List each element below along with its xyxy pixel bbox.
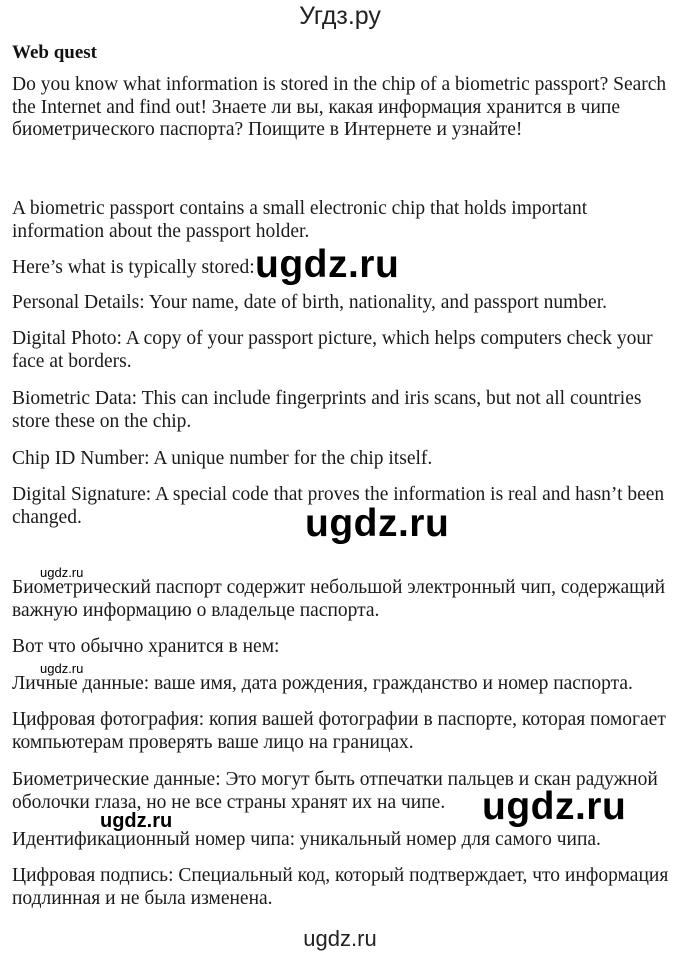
- en-personal-details: Personal Details: Your name, date of birth, nationality, and passport number.: [12, 292, 608, 313]
- ru-stored-heading: Вот что обычно хранится в нем:: [12, 636, 280, 657]
- en-biometric-data: Biometric Data: This can include fingerprints and iris scans, but not all countries store these on the chip.: [12, 388, 642, 432]
- en-digital-photo: Digital Photo: A copy of your passport picture, which helps computers check your face at borders.: [12, 328, 653, 372]
- ru-chip-id: Идентификационный номер чипа: уникальный номер для самого чипа.: [12, 829, 601, 850]
- task-text: Do you know what information is stored in the chip of a biometric passport? Search the Internet and find out! Знаете ли вы, какая информация хранится в чипе биометрического паспорта? Поищите в Интернете и узнайте!: [12, 74, 667, 140]
- ru-biometric-data: Биометрические данные: Это могут быть отпечатки пальцев и скан радужной оболочки глаза, но не все страны хранят их на чипе.: [12, 769, 658, 813]
- en-digital-signature: Digital Signature: A special code that proves the information is real and hasn’t been changed.: [12, 484, 665, 528]
- site-header: Угдз.ру: [299, 2, 381, 30]
- watermark-ugdz-1: ugdz.ru: [255, 243, 400, 286]
- ru-digital-signature: Цифровая подпись: Специальный код, который подтверждает, что информация подлинная и не была изменена.: [12, 865, 669, 909]
- en-chip-id: Chip ID Number: A unique number for the chip itself.: [12, 448, 433, 469]
- en-stored-heading: Here’s what is typically stored:: [12, 257, 255, 278]
- section-heading: Web quest: [12, 42, 97, 63]
- watermark-ugdz-small-1: ugdz.ru: [40, 565, 84, 580]
- ru-intro: Биометрический паспорт содержит небольшой электронный чип, содержащий важную информацию о владельце паспорта.: [12, 577, 666, 621]
- watermark-ugdz-medium: ugdz.ru: [100, 810, 173, 832]
- watermark-ugdz-3: ugdz.ru: [482, 785, 627, 828]
- watermark-ugdz-small-2: ugdz.ru: [40, 661, 84, 676]
- watermark-ugdz-2: ugdz.ru: [305, 502, 450, 545]
- ru-digital-photo: Цифровая фотография: копия вашей фотографии в паспорте, которая помогает компьютерам проверять ваше лицо на границах.: [12, 709, 666, 753]
- en-intro: A biometric passport contains a small electronic chip that holds important information about the passport holder.: [12, 198, 588, 242]
- footer-watermark: ugdz.ru: [303, 926, 377, 951]
- ru-personal-details: Личные данные: ваше имя, дата рождения, гражданство и номер паспорта.: [12, 673, 633, 694]
